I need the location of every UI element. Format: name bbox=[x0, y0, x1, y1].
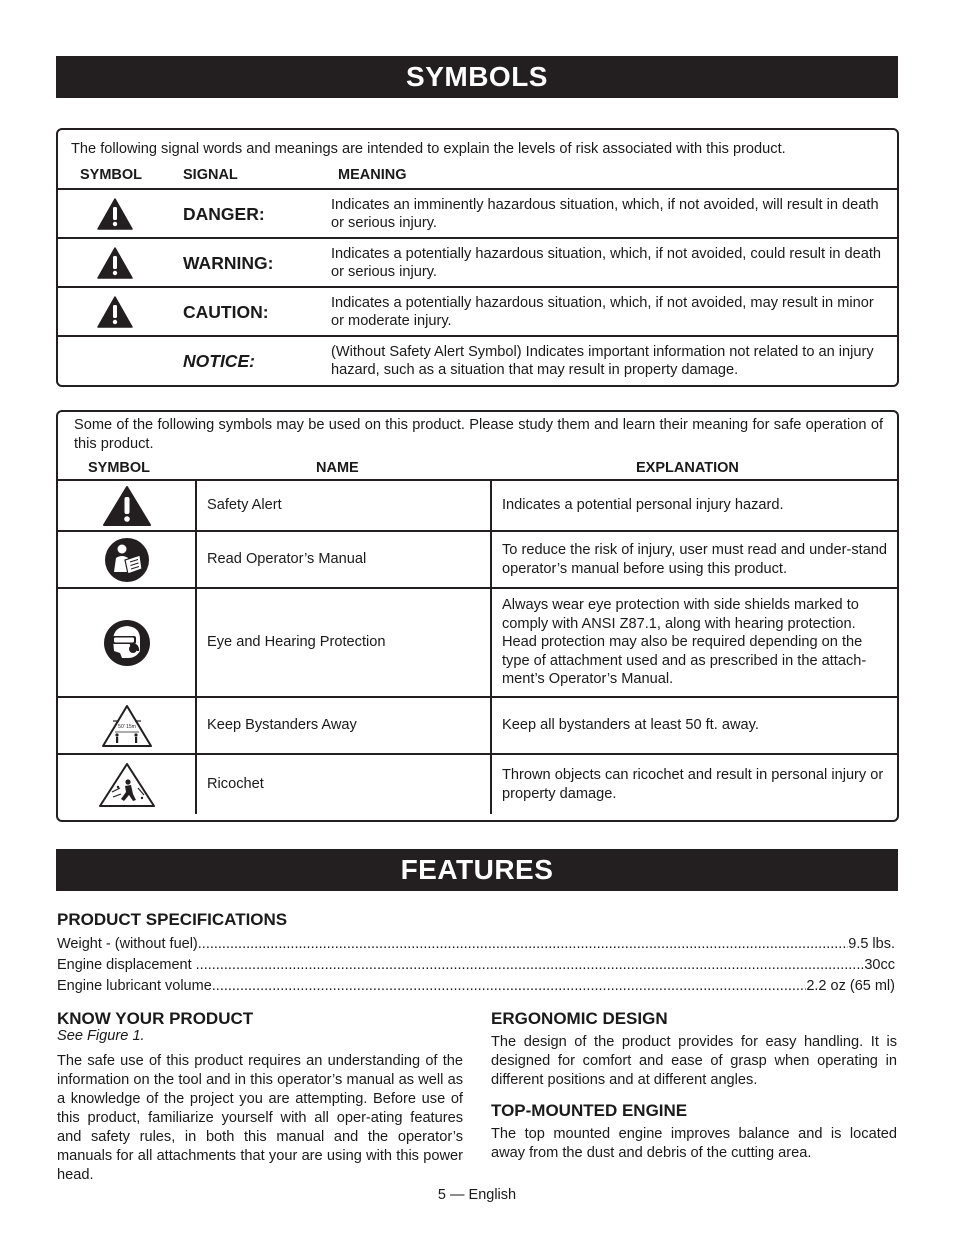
signal-header-meaning: MEANING bbox=[338, 167, 407, 183]
know-your-product-body: The safe use of this product requires an understanding of the information on the tool and in this operator’s manual as well as a knowledge of the project you are attempting. Before use of this product, familiarize yourself with all oper-ating features and safety rules, in both this manual and the operator’s manuals for all attachments that your are using with this power head. bbox=[57, 1053, 463, 1183]
spec-label: Weight - (without fuel) bbox=[57, 936, 198, 952]
know-your-product-heading: KNOW YOUR PRODUCT bbox=[57, 1009, 254, 1028]
table-row bbox=[58, 531, 897, 588]
symbols-banner: SYMBOLS bbox=[56, 56, 898, 98]
symbol-explanation: To reduce the risk of injury, user must read and under-stand operator’s manual before using this product. bbox=[491, 531, 897, 588]
ergonomic-design-heading: ERGONOMIC DESIGN bbox=[491, 1009, 668, 1028]
symbol-explanation: Always wear eye protection with side shields marked to comply with ANSI Z87.1, along with hearing protection. Head protection may also be required depending on the type of attachment used and as prescribed in the attach-ment’s Operator’s Manual. bbox=[491, 588, 897, 697]
signal-row-caution bbox=[58, 286, 897, 335]
symbols-header-symbol: SYMBOL bbox=[88, 460, 151, 476]
see-figure-note: See Figure 1. bbox=[57, 1028, 145, 1044]
symbol-name: Ricochet bbox=[196, 754, 491, 814]
symbols-header-name: NAME bbox=[316, 460, 359, 476]
product-specifications-heading: PRODUCT SPECIFICATIONS bbox=[57, 910, 288, 929]
keep-bystanders-distance-label: 50' 15m bbox=[117, 723, 136, 730]
symbol-name: Safety Alert bbox=[196, 480, 491, 531]
symbol-name: Eye and Hearing Protection bbox=[196, 588, 491, 697]
spec-value: 30cc bbox=[864, 957, 895, 973]
symbol-cell bbox=[58, 588, 196, 697]
top-mounted-engine-heading: TOP-MOUNTED ENGINE bbox=[491, 1101, 688, 1120]
spec-leader-dots bbox=[196, 957, 865, 973]
symbol-cell bbox=[58, 754, 196, 814]
spec-label: Engine lubricant volume bbox=[57, 978, 212, 994]
table-row bbox=[58, 588, 897, 697]
signal-word-danger: DANGER: bbox=[183, 204, 265, 224]
signal-meaning-notice: (Without Safety Alert Symbol) Indicates important information not related to an injury hazard, such as a situation that may result in property damage. bbox=[331, 344, 874, 378]
symbol-name: Read Operator’s Manual bbox=[196, 531, 491, 588]
symbol-explanation: Thrown objects can ricochet and result in personal injury or property damage. bbox=[491, 754, 897, 814]
signal-row-danger bbox=[58, 188, 897, 237]
table-row bbox=[58, 754, 897, 814]
features-banner: FEATURES bbox=[56, 849, 898, 891]
symbol-cell bbox=[58, 697, 196, 754]
signal-intro: The following signal words and meanings are intended to explain the levels of risk associated with this product. bbox=[71, 141, 786, 157]
spec-row-displacement bbox=[57, 957, 895, 973]
symbol-explanation: Keep all bystanders at least 50 ft. away. bbox=[491, 697, 897, 754]
symbols-header-explanation: EXPLANATION bbox=[636, 460, 739, 476]
table-row bbox=[58, 480, 897, 531]
signal-header-symbol: SYMBOL bbox=[80, 167, 143, 183]
signal-words-box bbox=[56, 128, 899, 387]
ricochet-icon bbox=[98, 762, 156, 808]
symbols-box bbox=[56, 410, 899, 822]
spec-row-weight bbox=[57, 936, 895, 952]
safety-alert-icon bbox=[102, 485, 152, 527]
signal-word-caution: CAUTION: bbox=[183, 302, 269, 322]
signal-meaning-warning: Indicates a potentially hazardous situation, which, if not avoided, could result in death or serious injury. bbox=[331, 246, 882, 280]
warning-triangle-icon bbox=[97, 198, 133, 230]
ergonomic-design-body: The design of the product provides for easy handling. It is designed for comfort and ease of grasp when operating in different positions and at different angles. bbox=[491, 1034, 897, 1088]
spec-leader-dots bbox=[212, 978, 807, 994]
warning-triangle-icon bbox=[97, 296, 133, 328]
signal-word-notice: NOTICE: bbox=[183, 351, 255, 371]
signal-meaning-caution: Indicates a potentially hazardous situation, which, if not avoided, may result in minor or moderate injury. bbox=[331, 295, 874, 329]
read-manual-icon bbox=[103, 536, 151, 584]
symbol-name: Keep Bystanders Away bbox=[196, 697, 491, 754]
signal-header-signal: SIGNAL bbox=[183, 167, 238, 183]
eye-hearing-protection-icon bbox=[102, 618, 152, 668]
signal-word-warning: WARNING: bbox=[183, 253, 274, 273]
page-footer: 5 — English bbox=[437, 1187, 517, 1203]
top-mounted-engine-body: The top mounted engine improves balance and is located away from the dust and debris of the cutting area. bbox=[491, 1126, 897, 1161]
symbol-cell bbox=[58, 480, 196, 531]
symbols-table bbox=[58, 479, 897, 814]
symbol-explanation: Indicates a potential personal injury hazard. bbox=[491, 480, 897, 531]
symbol-cell bbox=[58, 531, 196, 588]
signal-row-notice bbox=[58, 335, 897, 385]
spec-row-lubricant bbox=[57, 978, 895, 994]
warning-triangle-icon bbox=[97, 247, 133, 279]
signal-row-warning bbox=[58, 237, 897, 286]
symbols-intro: Some of the following symbols may be used on this product. Please study them and learn their meaning for safe operation of this product. bbox=[74, 417, 883, 452]
spec-value: 9.5 lbs. bbox=[848, 936, 895, 952]
spec-leader-dots bbox=[198, 936, 848, 952]
spec-value: 2.2 oz (65 ml) bbox=[806, 978, 895, 994]
table-row bbox=[58, 697, 897, 754]
keep-bystanders-away-icon bbox=[101, 704, 153, 748]
spec-label: Engine displacement bbox=[57, 957, 196, 973]
signal-meaning-danger: Indicates an imminently hazardous situation, which, if not avoided, will result in death or serious injury. bbox=[331, 197, 879, 231]
